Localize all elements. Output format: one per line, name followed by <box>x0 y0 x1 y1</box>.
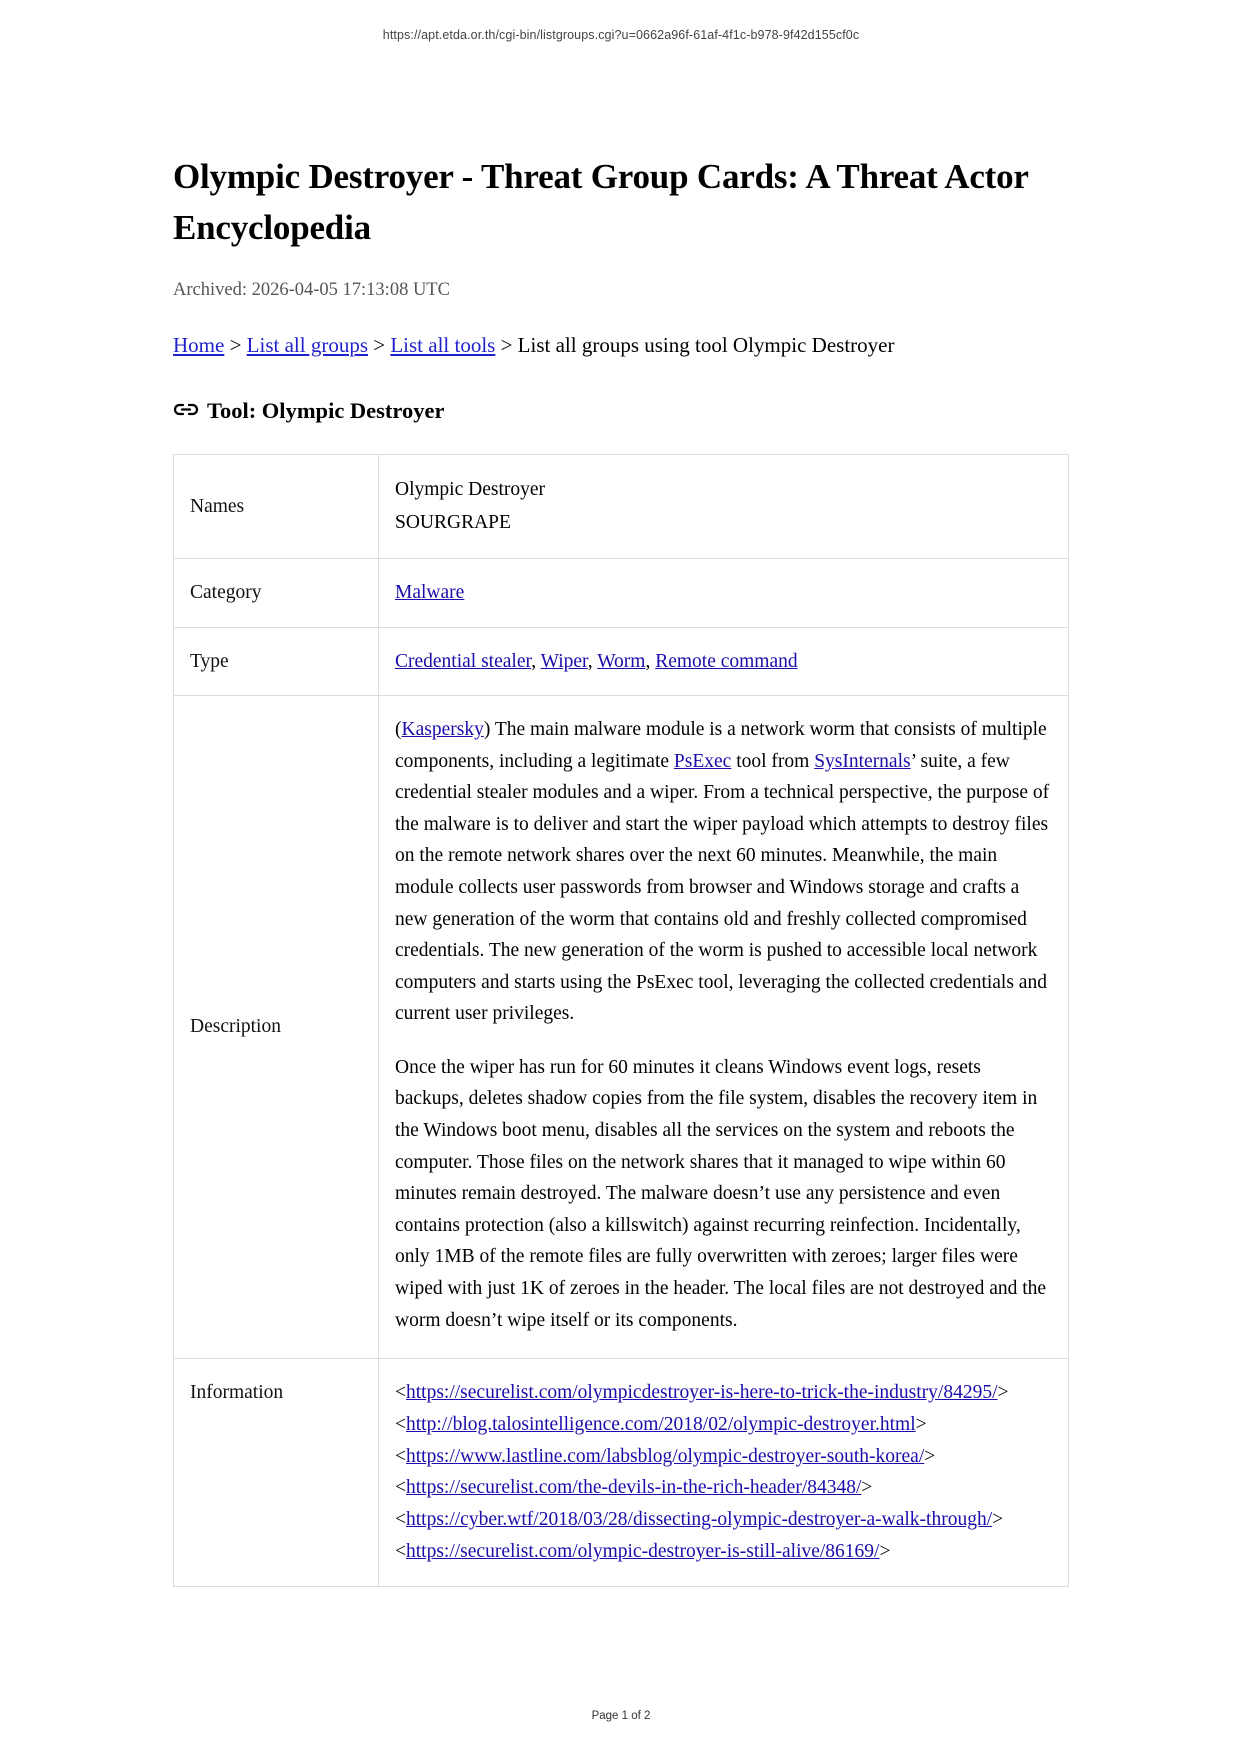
table-row-information <box>174 1359 1069 1587</box>
information-link[interactable]: https://cyber.wtf/2018/03/28/dissecting-olympic-destroyer-a-walk-through/ <box>406 1509 993 1531</box>
information-link-item: <https://securelist.com/olympicdestroyer-is-here-to-trick-the-industry/84295/> <box>395 1382 1009 1404</box>
description-paragraph-2: Once the wiper has run for 60 minutes it cleans Windows event logs, resets backups, deletes shadow copies from the file system, disables the recovery item in the Windows boot menu, disables all the services on the system and reboots the computer. Those files on the network shares that it managed to wipe within 60 minutes remain destroyed. The malware doesn’t use any persistence and even contains protection (also a killswitch) against recurring reinfection. Incidentally, only 1MB of the remote files are fully overwritten with zeroes; larger files were wiped with just 1K of zeroes in the header. The local files are not destroyed and the worm doesn’t wipe itself or its components. <box>395 1056 1047 1331</box>
row-label-type: Type <box>174 627 379 696</box>
type-link-credential-stealer[interactable]: Credential stealer <box>395 650 532 672</box>
row-label-names: Names <box>174 454 379 558</box>
archived-timestamp: Archived: 2026-04-05 17:13:08 UTC <box>173 279 450 300</box>
source-link-kaspersky[interactable]: Kaspersky <box>401 719 484 741</box>
information-link[interactable]: http://blog.talosintelligence.com/2018/02/olympic-destroyer.html <box>406 1413 916 1435</box>
row-value-category <box>379 558 1069 627</box>
name-item: Olympic Destroyer <box>395 478 546 500</box>
breadcrumb-separator-1: > <box>224 332 247 357</box>
row-value-description <box>379 696 1069 1359</box>
breadcrumb-link-list-all-groups[interactable]: List all groups <box>246 332 368 357</box>
name-item: SOURGRAPE <box>395 512 511 534</box>
type-separator: , <box>531 650 541 672</box>
row-label-information: Information <box>174 1359 379 1587</box>
breadcrumb <box>173 331 1069 360</box>
type-separator: , <box>587 650 598 672</box>
row-value-names <box>379 454 1069 558</box>
information-link-item: <https://securelist.com/the-devils-in-the-rich-header/84348/> <box>395 1477 873 1499</box>
breadcrumb-separator-2: > <box>368 332 391 357</box>
description-text-a: ) The main malware module is a network worm that consists of multiple components, including a legitimate <box>395 719 1047 772</box>
table-row-type <box>174 627 1069 696</box>
tool-heading-label: Tool: Olympic Destroyer <box>207 397 445 423</box>
type-link-remote-command[interactable]: Remote command <box>655 650 798 672</box>
tool-link-psexec[interactable]: PsExec <box>673 750 732 772</box>
tool-heading <box>173 398 1069 424</box>
description-paragraph-1 <box>395 714 1052 1030</box>
information-link-item: <https://securelist.com/olympic-destroyer-is-still-alive/86169/> <box>395 1541 891 1562</box>
category-link-malware[interactable]: Malware <box>395 581 465 603</box>
breadcrumb-link-list-all-tools[interactable]: List all tools <box>390 332 496 357</box>
type-link-wiper[interactable]: Wiper <box>540 650 588 672</box>
link-icon <box>173 398 199 420</box>
tool-link-sysinternals[interactable]: SysInternals <box>814 750 911 772</box>
information-link[interactable]: https://www.lastline.com/labsblog/olympic-destroyer-south-korea/ <box>406 1445 925 1467</box>
page-footer: Page 1 of 2 <box>591 1710 651 1722</box>
information-link[interactable]: https://securelist.com/olympicdestroyer-is-here-to-trick-the-industry/84295/ <box>406 1382 998 1404</box>
information-link-item: <https://www.lastline.com/labsblog/olympic-destroyer-south-korea/> <box>395 1445 936 1467</box>
type-separator: , <box>645 650 656 672</box>
description-text-c: ’ suite, a few credential stealer modules and a wiper. From a technical perspective, the purpose of the malware is to deliver and start the wiper payload which attempts to destroy files on the remote network shares over the next 60 minutes. Meanwhile, the main module collects user passwords from browser and Windows storage and crafts a new generation of the worm that contains old and freshly collected compromised credentials. The new generation of the worm is pushed to accessible local network computers and starts using the PsExec tool, leveraging the collected credentials and current user privileges. <box>395 750 1050 1025</box>
tool-info-table <box>173 454 1069 1587</box>
page-title: Olympic Destroyer - Threat Group Cards: A Threat Actor Encyclopedia <box>173 157 1029 247</box>
information-link[interactable]: https://securelist.com/olympic-destroyer-is-still-alive/86169/ <box>406 1541 880 1562</box>
row-label-category: Category <box>174 558 379 627</box>
table-row-category <box>174 558 1069 627</box>
type-link-worm[interactable]: Worm <box>597 650 646 672</box>
breadcrumb-link-home[interactable]: Home <box>173 332 225 357</box>
information-link-item: <http://blog.talosintelligence.com/2018/02/olympic-destroyer.html> <box>395 1413 927 1435</box>
row-value-information <box>379 1359 1069 1587</box>
row-label-description: Description <box>174 696 379 1359</box>
information-link[interactable]: https://securelist.com/the-devils-in-the-rich-header/84348/ <box>406 1477 862 1499</box>
table-row-description <box>174 696 1069 1359</box>
breadcrumb-current: > List all groups using tool Olympic Destroyer <box>495 332 895 357</box>
table-row-names <box>174 454 1069 558</box>
row-value-type <box>379 627 1069 696</box>
archived-source-url: https://apt.etda.or.th/cgi-bin/listgroups.cgi?u=0662a96f-61af-4f1c-b978-9f42d155cf0c <box>382 28 860 42</box>
information-link-item: <https://cyber.wtf/2018/03/28/dissecting-olympic-destroyer-a-walk-through/> <box>395 1509 1004 1531</box>
paren-open: ( <box>395 719 402 741</box>
document-content <box>173 42 1069 1587</box>
description-text-b: tool from <box>731 750 815 772</box>
